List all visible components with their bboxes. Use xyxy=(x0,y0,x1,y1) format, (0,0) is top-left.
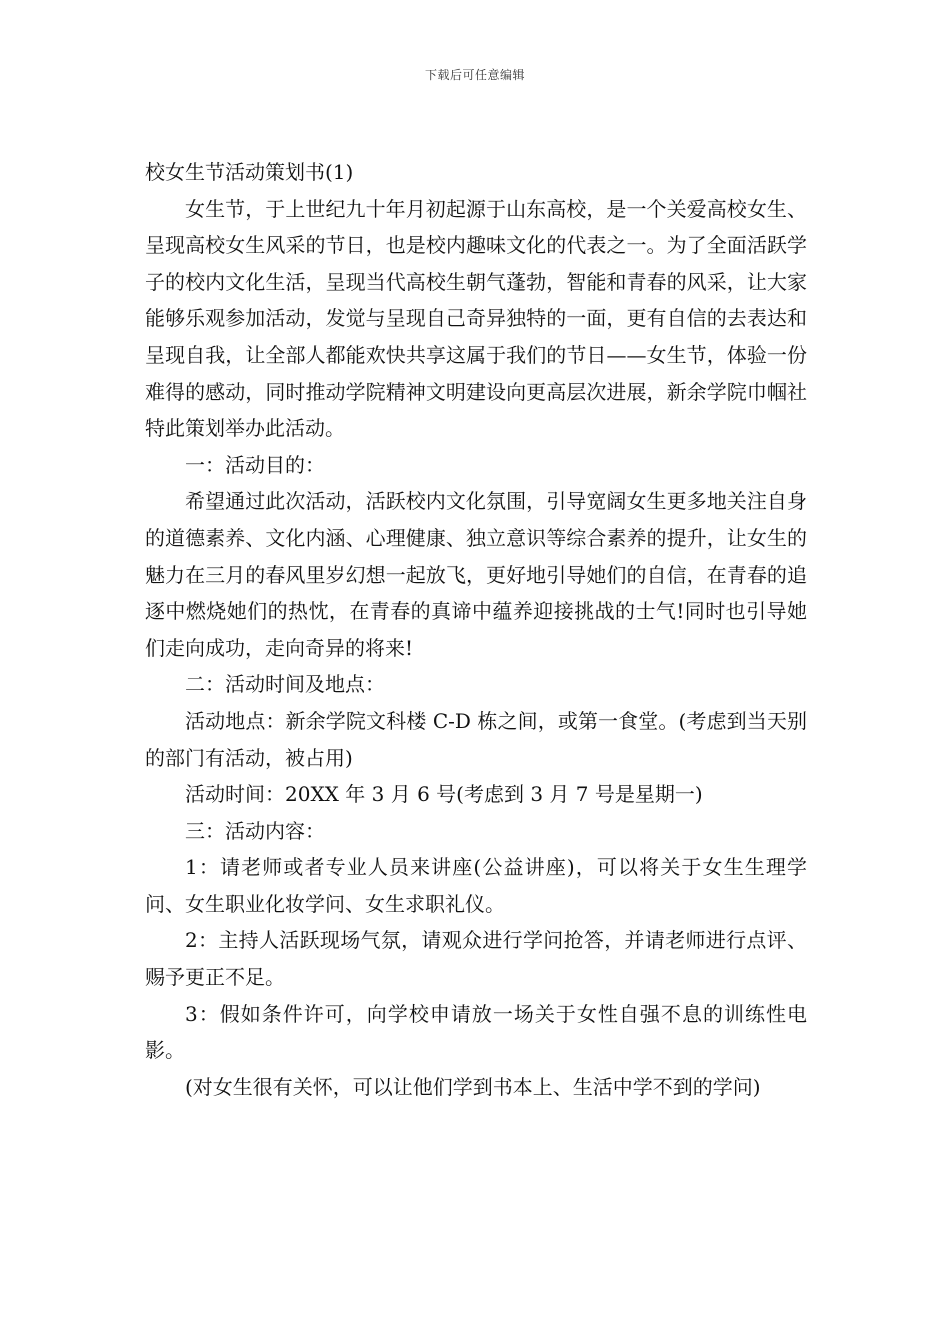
list-item-2: 2：主持人活跃现场气氛，请观众进行学问抢答，并请老师进行点评、赐予更正不足。 xyxy=(145,928,807,990)
list-item-3: 3：假如条件许可，向学校申请放一场关于女性自强不息的训练性电影。 xyxy=(145,1001,807,1063)
paragraph-intro: 女生节，于上世纪九十年月初起源于山东高校，是一个关爱高校女生、呈现高校女生风采的节日，也是校内趣味文化的代表之一。为了全面活跃学子的校内文化生活，呈现当代高校生朝气蓬勃，智能和青春的风采，让大家能够乐观参加活动，发觉与呈现自己奇异独特的一面，更有自信的去表达和呈现自我，让全部人都能欢快共享这属于我们的节日——女生节，体验一份难得的感动，同时推动学院精神文明建设向更高层次进展，新余学院巾帼社特此策划举办此活动。 xyxy=(145,196,807,441)
section-heading-purpose: 一：活动目的： xyxy=(185,452,325,477)
paragraph-time: 活动时间：20XX 年 3 月 6 号(考虑到 3 月 7 号是星期一) xyxy=(185,782,703,807)
paragraph-purpose: 希望通过此次活动，活跃校内文化氛围，引导宽阔女生更多地关注自身的道德素养、文化内涵、心理健康、独立意识等综合素养的提升，让女生的魅力在三月的春风里岁幻想一起放飞，更好地引导她们的自信，在青春的追逐中燃烧她们的热忱，在青春的真谛中蕴养迎接挑战的士气!同时也引导她们走向成功，走向奇异的将来! xyxy=(145,489,807,660)
paragraph-note: (对女生很有关怀，可以让他们学到书本上、生活中学不到的学问) xyxy=(185,1074,761,1099)
section-heading-content: 三：活动内容： xyxy=(185,818,325,843)
list-item-1: 1：请老师或者专业人员来讲座(公益讲座)，可以将关于女生生理学问、女生职业化妆学问、女生求职礼仪。 xyxy=(145,855,807,916)
document-body xyxy=(145,154,807,1105)
paragraph-location: 活动地点：新余学院文科楼 C-D 栋之间，或第一食堂。(考虑到当天别的部门有活动，被占用) xyxy=(145,708,807,770)
document-title: 校女生节活动策划书(1) xyxy=(145,160,354,184)
page-header: 下载后可任意编辑 xyxy=(424,68,525,82)
section-heading-time-place: 二：活动时间及地点： xyxy=(185,672,385,697)
